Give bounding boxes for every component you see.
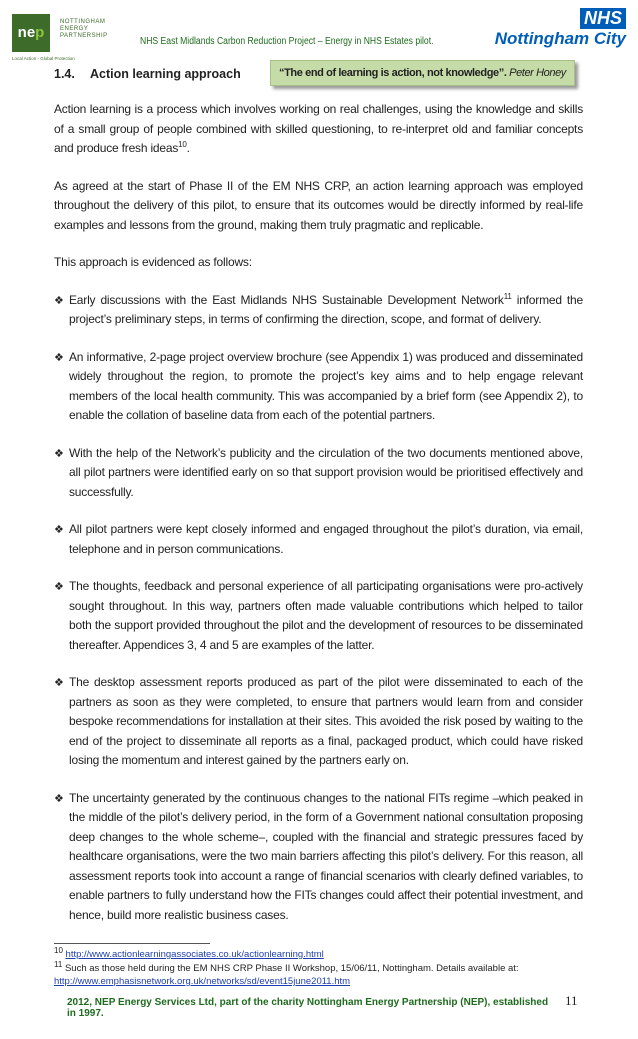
bullet-text: informed the project’s preliminary steps, in terms of confirming the direction, scope, and format of delivery. bbox=[69, 292, 583, 326]
page-number: 11 bbox=[565, 992, 578, 1008]
nep-logo bbox=[12, 14, 122, 68]
footer-text: 2012, NEP Energy Services Ltd, part of the charity Nottingham Energy Partnership (NEP), established in 1997. bbox=[67, 996, 549, 1019]
nep-name-line: PARTNERSHIP bbox=[60, 33, 108, 39]
nep-name-line: NOTTINGHAM bbox=[60, 19, 106, 25]
diamond-bullet-icon: ❖ bbox=[54, 791, 64, 805]
bullet-text: The thoughts, feedback and personal experience of all participating organisations were pro-actively sought throughout. In this way, partners often made valuable contributions which helped to tailor both the support provided throughout the pilot and the development of resources to be disseminated thereafter. Appendices 3, 4 and 5 are examples of the latter. bbox=[69, 579, 583, 652]
paragraph-text: . bbox=[186, 141, 190, 155]
quote-box bbox=[270, 60, 575, 86]
diamond-bullet-icon: ❖ bbox=[54, 293, 64, 307]
section-title: Action learning approach bbox=[90, 67, 241, 81]
footnote-ref[interactable]: 11 bbox=[503, 291, 512, 301]
quote-author: Peter Honey bbox=[509, 67, 566, 79]
section-heading bbox=[54, 67, 241, 81]
header-title: NHS East Midlands Carbon Reduction Project – Energy in NHS Estates pilot. bbox=[140, 36, 434, 47]
bullet-text: Early discussions with the East Midlands NHS Sustainable Development Network bbox=[69, 292, 504, 307]
bullet-text: The uncertainty generated by the continuous changes to the national FITs regime –which peaked in the middle of the pilot’s delivery period, in the form of a Government national consultation proposing deep changes to the whole scheme–, coupled with the financial and strategic pressures faced by healthcare organisations, were the two main barriers affecting this pilot’s delivery. For this reason, all assessment reports took into account a range of financial scenarios with clearly defined variables, to enable partners to fully understand how the FITs changes could affect their potential investment, and hence, build more realistic business cases. bbox=[69, 790, 583, 922]
nhs-logo bbox=[495, 8, 626, 49]
diamond-bullet-icon: ❖ bbox=[54, 446, 64, 460]
bullet-text: All pilot partners were kept closely informed and engaged throughout the pilot’s duration, via email, telephone and in person communications. bbox=[69, 522, 583, 556]
bullet-text: The desktop assessment reports produced as part of the pilot were disseminated to each of the partners as soon as they were completed, to ensure that partners would learn from and consider bespoke recommendations for installation at their sites. This avoided the risk posed by waiting to the end of the project to disseminate all reports as a final, packaged product, which could have risked losing the momentum and interest gained by the partners early on. bbox=[69, 675, 583, 767]
footnotes bbox=[54, 945, 583, 989]
nep-name-line: ENERGY bbox=[60, 26, 89, 32]
footnote bbox=[54, 945, 583, 962]
nhs-org-name: Nottingham City bbox=[494, 29, 626, 48]
footnote-separator bbox=[54, 943, 210, 944]
paragraph bbox=[54, 100, 583, 159]
nep-logo-name bbox=[60, 19, 108, 40]
footnote-number: 11 bbox=[54, 959, 63, 969]
nhs-badge: NHS bbox=[580, 8, 626, 29]
footer bbox=[54, 992, 583, 1039]
nep-tagline: Local Action - Global Protection bbox=[12, 56, 75, 61]
bullet-text: With the help of the Network’s publicity and the circulation of the two documents mentioned above, all pilot partners were identified early on so that support provision would be prioritised effectively and successfully. bbox=[69, 445, 583, 499]
bullet-text: An informative, 2-page project overview brochure (see Appendix 1) was produced and disseminated widely throughout the region, to promote the project’s key aims and to help engage relevant members of the local health community. This was accompanied by a brief form (see Appendix 2), to enable the collation of baseline data from each of the potential partners. bbox=[69, 349, 583, 422]
nep-logo-mark: nep bbox=[12, 14, 50, 52]
footnote-link[interactable]: http://www.actionlearningassociates.co.uk/actionlearning.html bbox=[65, 949, 324, 960]
bullet-item bbox=[54, 520, 583, 559]
bullet-item bbox=[54, 577, 583, 655]
diamond-bullet-icon: ❖ bbox=[54, 580, 64, 593]
bullet-item bbox=[54, 789, 583, 926]
quote-text: “The end of learning is action, not knowledge”. bbox=[279, 67, 507, 79]
bullet-item bbox=[54, 348, 583, 426]
section-number: 1.4. bbox=[54, 67, 75, 81]
paragraph-text: Action learning is a process which involves working on real challenges, using the knowledge and skills of a small group of people combined with skilled questioning, to re-interpret old and familiar concepts and produce fresh ideas bbox=[54, 102, 583, 155]
footnote-link[interactable]: http://www.emphasisnetwork.org.uk/networks/sd/event15june2011.htm bbox=[54, 976, 351, 987]
bullet-item bbox=[54, 444, 583, 503]
diamond-bullet-icon: ❖ bbox=[54, 523, 64, 536]
body-text bbox=[54, 100, 583, 925]
diamond-bullet-icon: ❖ bbox=[54, 350, 64, 364]
footnote-text: Such as those held during the EM NHS CRP Phase II Workshop, 15/06/11, Nottingham. Details available at: bbox=[64, 962, 519, 974]
bullet-item bbox=[54, 673, 583, 771]
bullet-item bbox=[54, 291, 583, 330]
footnote-number: 10 bbox=[54, 945, 63, 955]
diamond-bullet-icon: ❖ bbox=[54, 676, 64, 689]
paragraph: This approach is evidenced as follows: bbox=[54, 255, 252, 269]
footnote-ref[interactable]: 10 bbox=[178, 140, 187, 149]
page-content bbox=[54, 100, 583, 1039]
footnote bbox=[54, 959, 583, 989]
paragraph: As agreed at the start of Phase II of the EM NHS CRP, an action learning approach was employed throughout the delivery of this pilot, to ensure that its outcomes would be directly informed by real-life examples and lessons from the ground, making them truly pragmatic and replicable. bbox=[54, 178, 583, 232]
